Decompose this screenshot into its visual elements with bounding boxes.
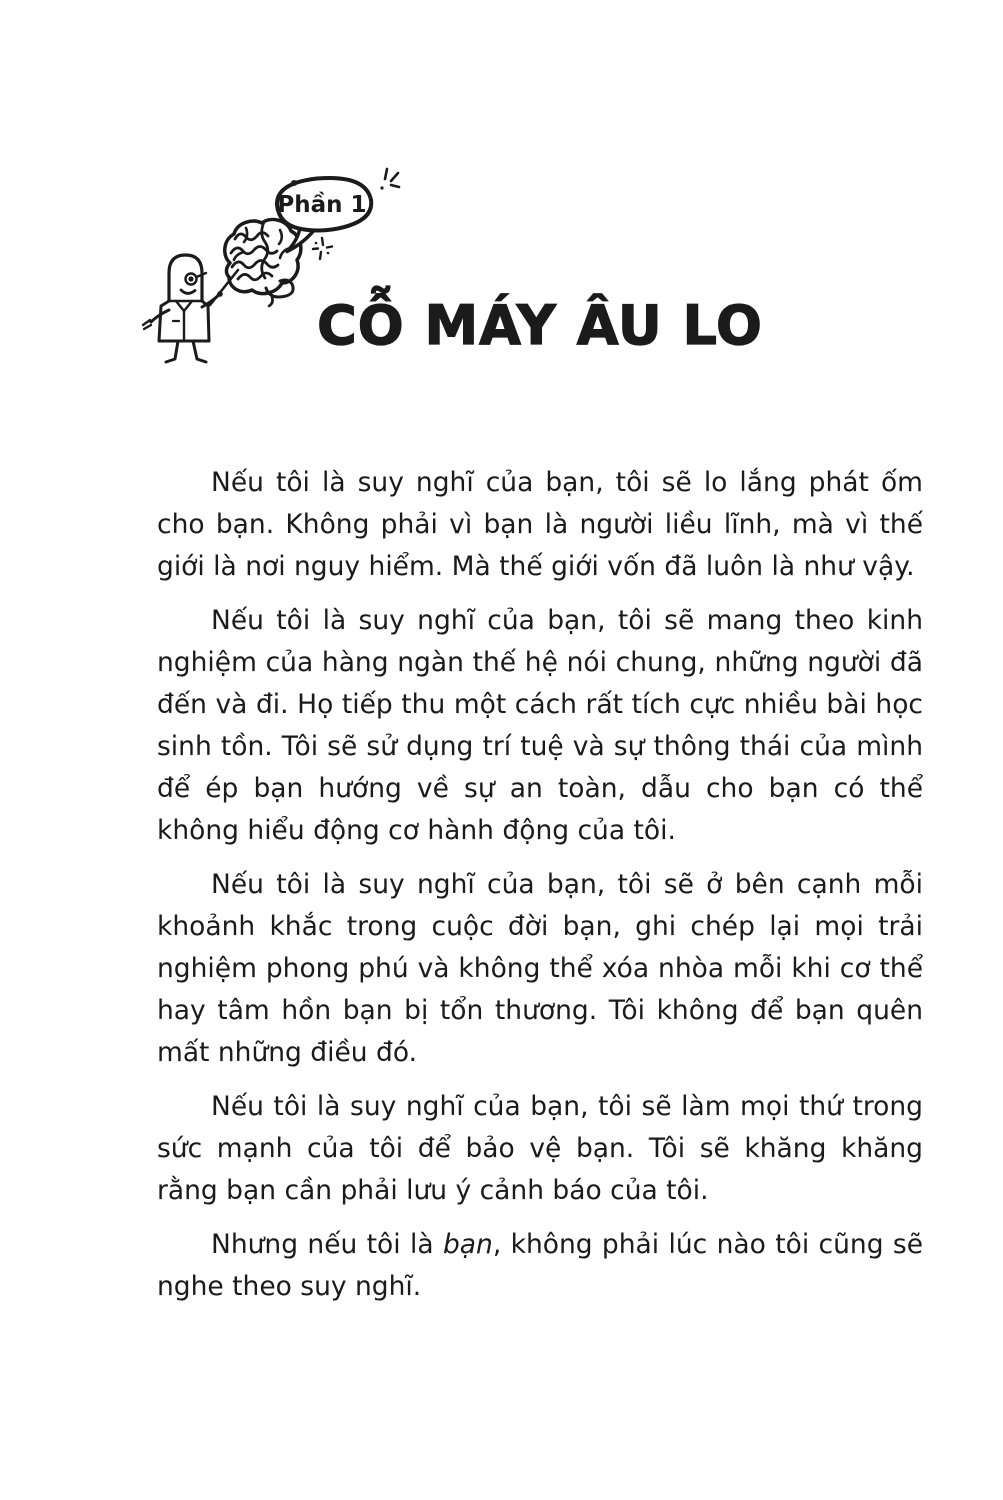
paragraph: Nếu tôi là suy nghĩ của bạn, tôi sẽ làm mọi thứ trong sức mạnh của tôi để bảo vệ bạn. Tôi sẽ khăng khăng rằng bạn cần phải lưu ý cảnh báo của tôi. bbox=[157, 1091, 923, 1206]
paragraph: Nhưng nếu tôi là bạn, không phải lúc nào tôi cũng sẽ nghe theo suy nghĩ. bbox=[157, 1229, 923, 1302]
speech-bubble-label: Phần 1 bbox=[277, 192, 367, 218]
sparkle-icon bbox=[380, 169, 399, 190]
chapter-illustration bbox=[140, 160, 470, 395]
chapter-body bbox=[157, 462, 923, 1320]
chapter-title: CỖ MÁY ÂU LO bbox=[317, 294, 763, 357]
paragraph: Nếu tôi là suy nghĩ của bạn, tôi sẽ mang theo kinh nghiệm của hàng ngàn thế hệ nói chung, những người đã đến và đi. Họ tiếp thu một cách rất tích cực nhiều bài học sinh tồn. Tôi sẽ sử dụng trí tuệ và sự thông thái của mình để ép bạn hướng về sự an toàn, dẫu cho bạn có thể không hiểu động cơ hành động của tôi. bbox=[157, 605, 923, 846]
paragraph: Nếu tôi là suy nghĩ của bạn, tôi sẽ ở bên cạnh mỗi khoảnh khắc trong cuộc đời bạn, ghi chép lại mọi trải nghiệm phong phú và không thể xóa nhòa mỗi khi cơ thể hay tâm hồn bạn bị tổn thương. Tôi không để bạn quên mất những điều đó. bbox=[157, 869, 923, 1068]
ink-dot-icon bbox=[291, 180, 297, 186]
paragraph: Nếu tôi là suy nghĩ của bạn, tôi sẽ lo lắng phát ốm cho bạn. Không phải vì bạn là người liều lĩnh, mà vì thế giới là nơi nguy hiểm. Mà thế giới vốn đã luôn là như vậy. bbox=[157, 467, 923, 582]
sparkle-icon bbox=[313, 238, 332, 259]
